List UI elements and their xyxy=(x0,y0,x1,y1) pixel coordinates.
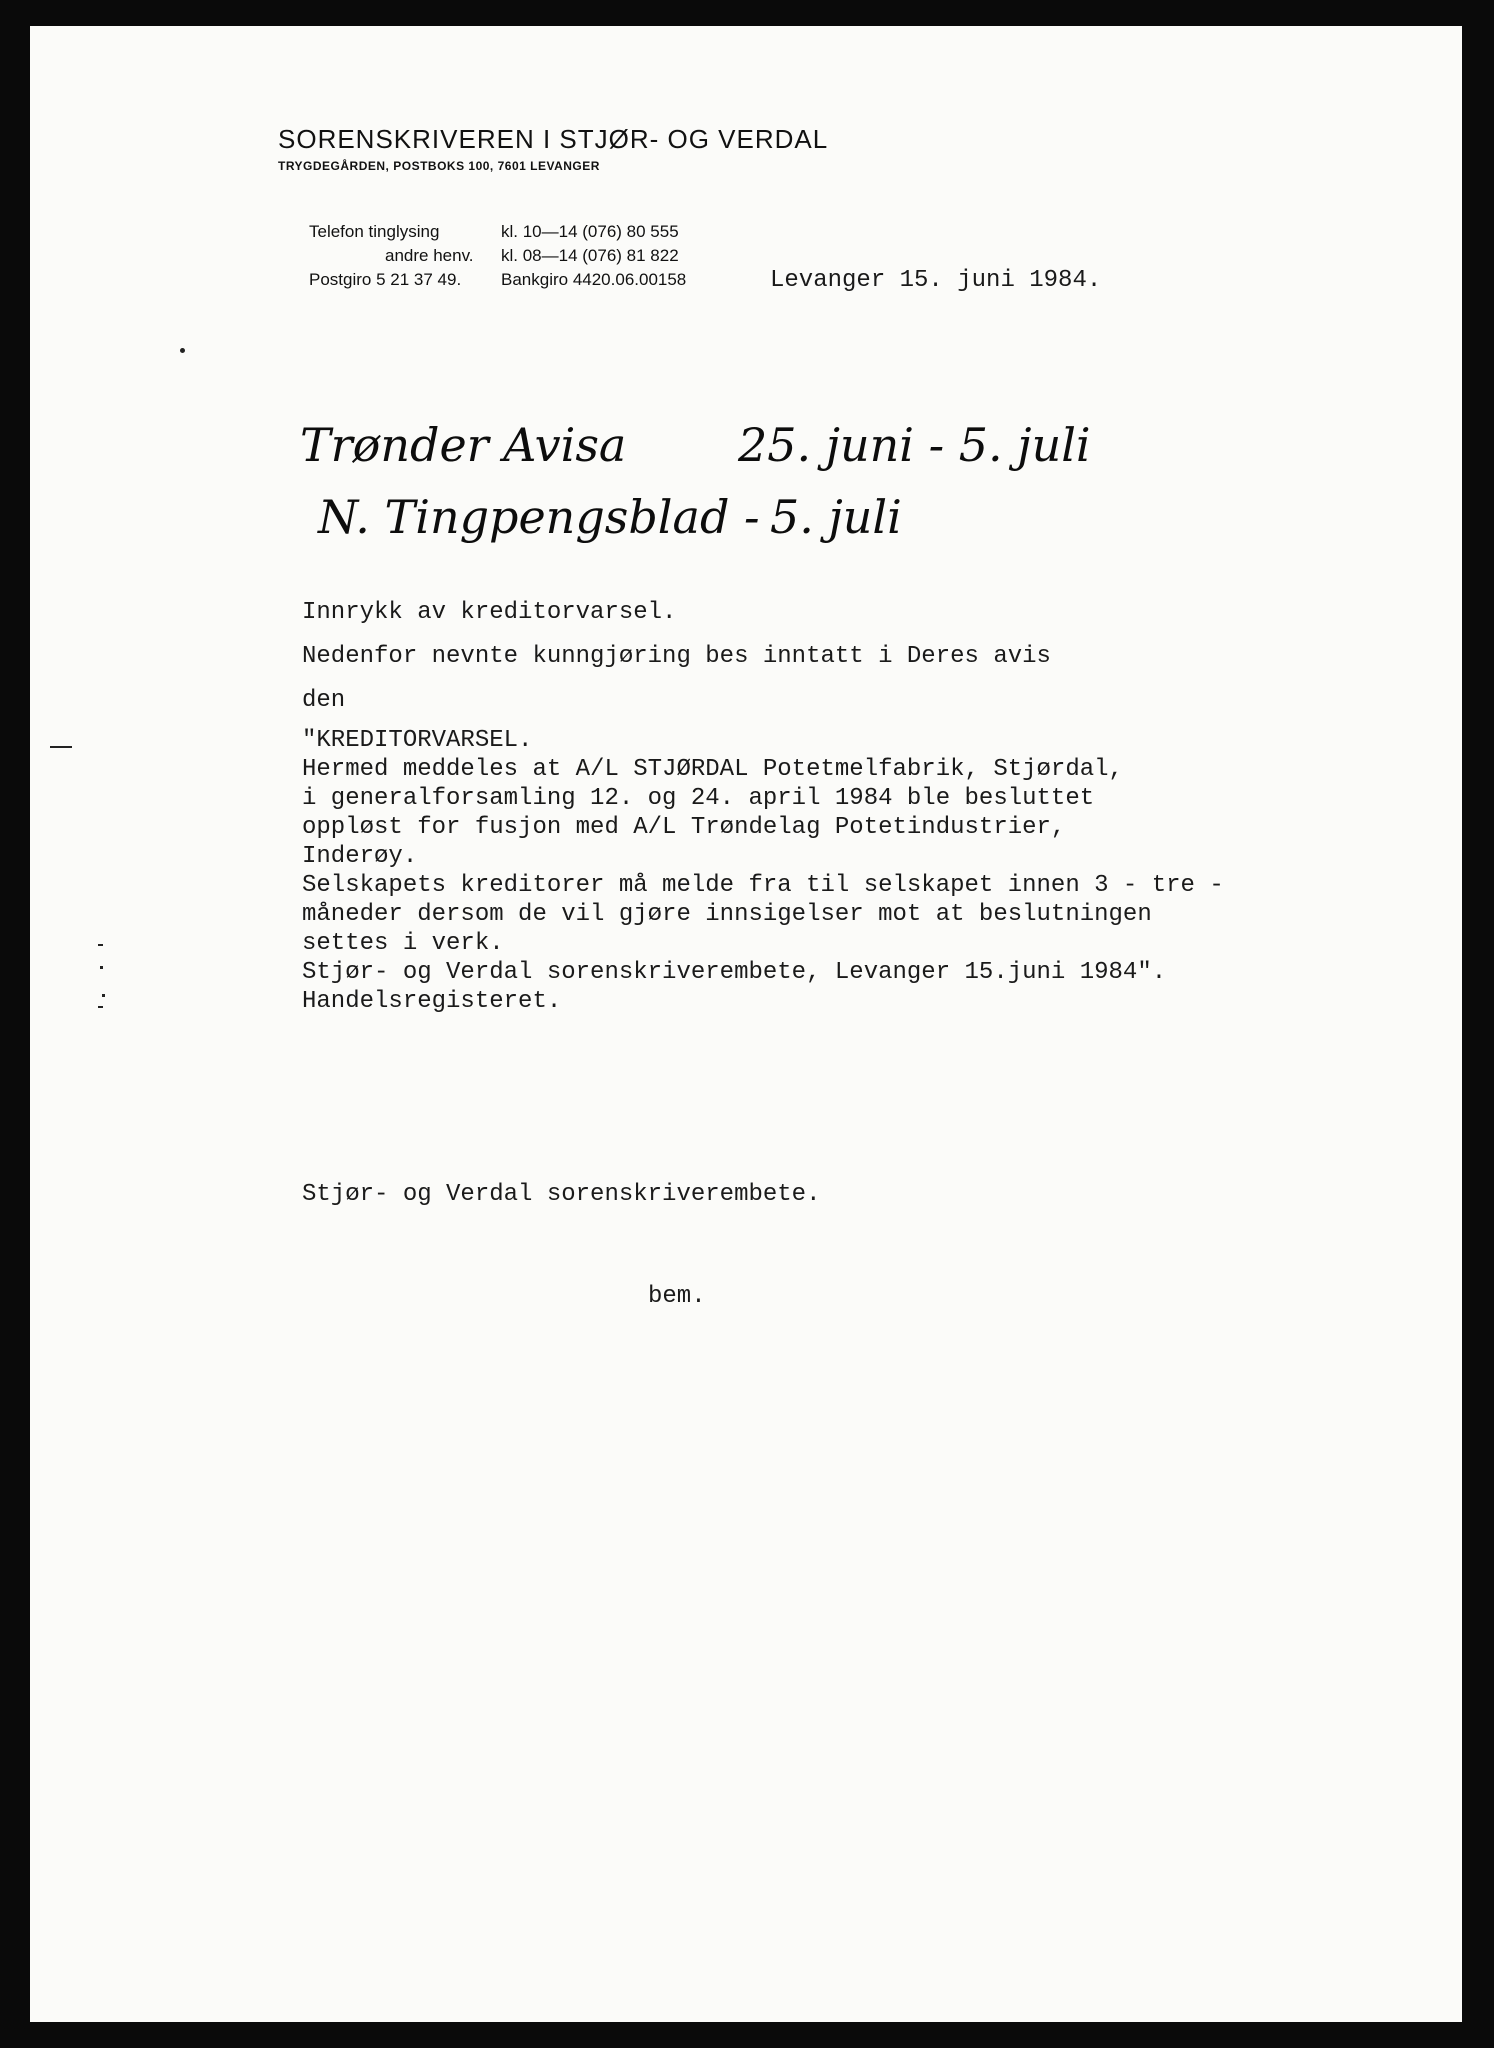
bankgiro: Bankgiro 4420.06.00158 xyxy=(501,270,687,289)
den-line: den xyxy=(302,687,346,714)
notice-line: Stjør- og Verdal sorenskriverembete, Levanger 15.juni 1984". xyxy=(302,959,1167,986)
notice-line: Inderøy. xyxy=(302,843,418,870)
handwritten-newspaper-1: Trønder Avisa xyxy=(300,418,627,472)
signature-line: Stjør- og Verdal sorenskriverembete. xyxy=(302,1181,821,1208)
scan-speck xyxy=(98,1006,103,1008)
phone-value-andre: kl. 08—14 (076) 81 822 xyxy=(501,246,679,265)
phone-value-tinglysing: kl. 10—14 (076) 80 555 xyxy=(501,222,679,241)
postgiro: Postgiro 5 21 37 49. xyxy=(309,270,462,289)
notice-line: i generalforsamling 12. og 24. april 1984 ble besluttet xyxy=(302,785,1095,812)
letterhead xyxy=(278,124,828,173)
scan-speck xyxy=(102,994,105,997)
office-title: SORENSKRIVEREN I STJØR- OG VERDAL xyxy=(278,124,829,154)
initials-line: bem. xyxy=(648,1283,706,1310)
document-page xyxy=(30,26,1462,2022)
scan-dash xyxy=(50,746,72,748)
scan-speck xyxy=(100,966,103,969)
date-line: Levanger 15. juni 1984. xyxy=(770,267,1102,294)
request-line: Nedenfor nevnte kunngjøring bes inntatt i Deres avis xyxy=(302,643,1051,670)
notice-line: settes i verk. xyxy=(302,930,504,957)
notice-line: oppløst for fusjon med A/L Trøndelag Potetindustrier, xyxy=(302,814,1066,841)
phone-label-tinglysing: Telefon tinglysing xyxy=(309,222,440,241)
phone-label-andre: andre henv. xyxy=(385,246,474,265)
notice-line: "KREDITORVARSEL. xyxy=(302,727,533,754)
notice-line: Hermed meddeles at A/L STJØRDAL Potetmelfabrik, Stjørdal, xyxy=(302,756,1123,783)
handwritten-newspaper-2: N. Tingpengsblad - xyxy=(318,490,760,544)
notice-line: Handelsregisteret. xyxy=(302,988,562,1015)
scan-speck xyxy=(98,944,103,946)
handwritten-dates-2: 5. juli xyxy=(770,490,902,544)
scan-speck xyxy=(180,348,185,353)
notice-line: måneder dersom de vil gjøre innsigelser mot at beslutningen xyxy=(302,901,1152,928)
subject-line: Innrykk av kreditorvarsel. xyxy=(302,599,677,626)
office-address: TRYGDEGÅRDEN, POSTBOKS 100, 7601 LEVANGER xyxy=(278,159,600,173)
notice-line: Selskapets kreditorer må melde fra til selskapet innen 3 - tre - xyxy=(302,872,1224,899)
handwritten-dates-1: 25. juni - 5. juli xyxy=(738,418,1091,472)
